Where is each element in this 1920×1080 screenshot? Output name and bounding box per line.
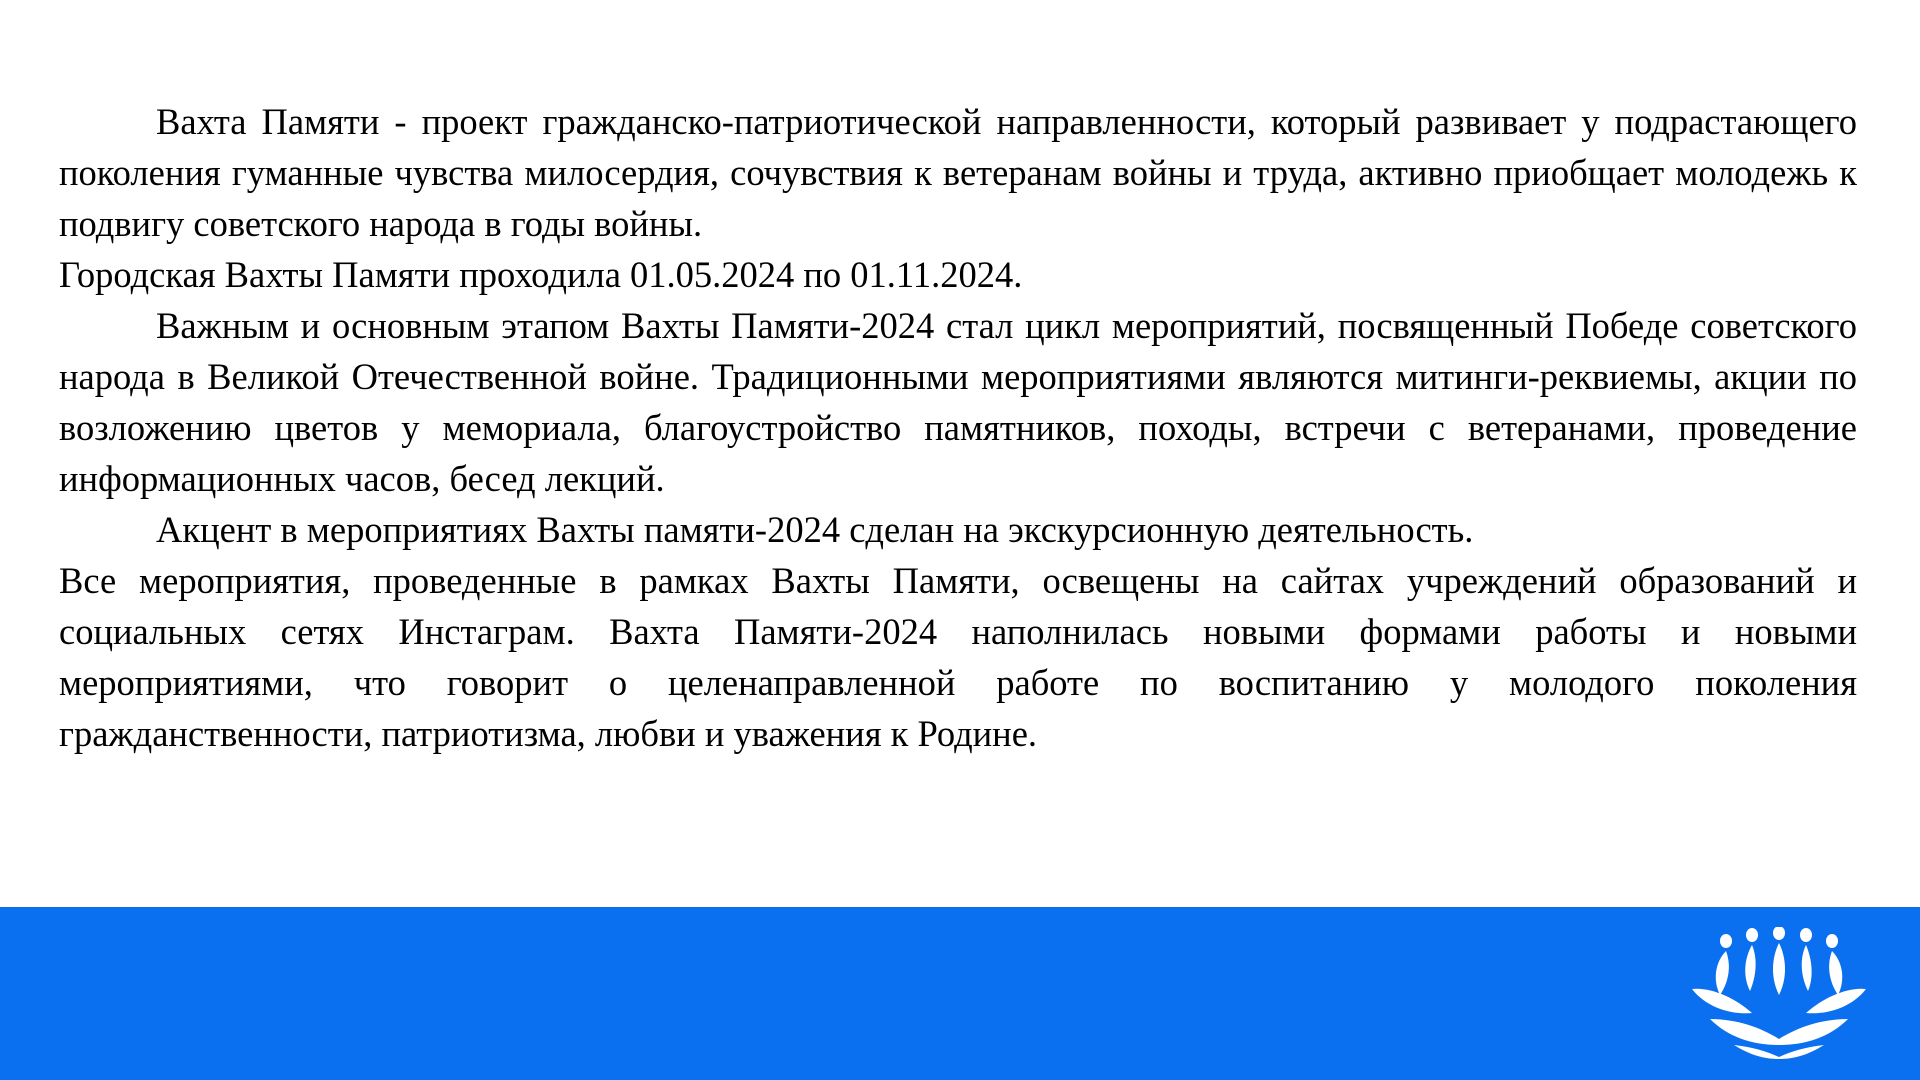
paragraph-coverage: Все мероприятия, проведенные в рамках Вахты Памяти, освещены на сайтах учреждений образований и социальных сетях Инстаграм. Вахта Памяти-2024 наполнилась новыми формами работы и новыми мероприятиями, что говорит о целенаправленной работе по воспитанию у молодого поколения гражданственности, патриотизма, любви и уважения к Родине. <box>59 560 1857 754</box>
paragraph-accent: Акцент в мероприятиях Вахты памяти-2024 сделан на экскурсионную деятельность. <box>156 509 1474 550</box>
paragraph-main-stage: Важным и основным этапом Вахты Памяти-2024 стал цикл мероприятий, посвященный Победе советского народа в Великой Отечественной войне. Традиционными мероприятиями являются митинги-реквиемы, акции по возложению цветов у мемориала, благоустройство памятников, походы, встречи с ветеранами, проведение информационных часов, бесед лекций. <box>59 305 1857 499</box>
paragraph-dates: Городская Вахты Памяти проходила 01.05.2024 по 01.11.2024. <box>59 254 1023 295</box>
body-text <box>59 96 1857 759</box>
footer-band <box>0 907 1920 1080</box>
figures-lotus-logo-icon <box>1690 927 1868 1059</box>
paragraph-intro: Вахта Памяти - проект гражданско-патриотической направленности, который развивает у подрастающего поколения гуманные чувства милосердия, сочувствия к ветеранам войны и труда, активно приобщает молодежь к подвигу советского народа в годы войны. <box>59 101 1857 244</box>
